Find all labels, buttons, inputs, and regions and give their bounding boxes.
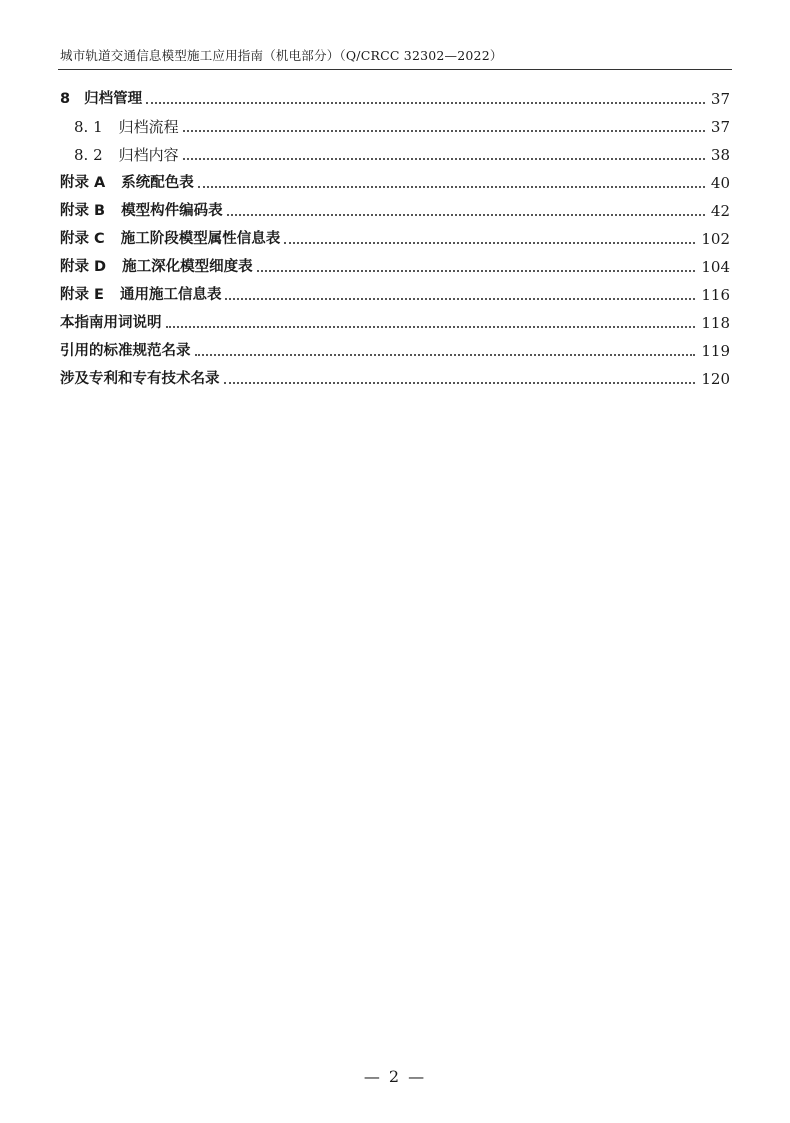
- toc-entry-title: 归档内容: [118, 146, 179, 164]
- toc-entry[interactable]: [60, 365, 730, 393]
- toc-entry[interactable]: [60, 169, 730, 197]
- toc-entry-page: 118: [701, 314, 730, 332]
- header-divider: [58, 69, 732, 70]
- toc-entry-number: 8. 1: [74, 118, 103, 136]
- toc-entry-page: 119: [701, 342, 730, 360]
- toc-entry-number: 附录 B: [60, 203, 106, 219]
- toc-entry-title: 引用的标准规范名录: [60, 343, 191, 359]
- toc-entry-title: 本指南用词说明: [60, 315, 162, 331]
- toc-entry-page: 40: [710, 174, 730, 192]
- dot-leader: [166, 326, 696, 328]
- toc-entry-title: 归档管理: [84, 91, 143, 107]
- dot-leader: [183, 158, 705, 160]
- dot-leader: [146, 102, 705, 104]
- toc-entry[interactable]: [60, 197, 730, 225]
- dot-leader: [284, 242, 695, 244]
- toc-entry-page: 37: [710, 90, 730, 108]
- toc-entry-number: 8. 2: [74, 146, 103, 164]
- dot-leader: [225, 298, 695, 300]
- toc-entry-page: 42: [710, 202, 730, 220]
- toc-entry-title: 涉及专利和专有技术名录: [60, 371, 220, 387]
- toc-entry-title: 施工深化模型细度表: [122, 259, 253, 275]
- toc-entry[interactable]: [60, 85, 730, 113]
- running-header: 城市轨道交通信息模型施工应用指南（机电部分）（Q/CRCC 32302—2022）: [60, 48, 503, 63]
- table-of-contents: [60, 85, 730, 393]
- toc-entry[interactable]: [60, 113, 730, 141]
- dot-leader: [224, 382, 696, 384]
- dot-leader: [183, 130, 705, 132]
- dot-leader: [257, 270, 696, 272]
- toc-entry[interactable]: [60, 253, 730, 281]
- dot-leader: [198, 186, 705, 188]
- dot-leader: [227, 214, 705, 216]
- toc-entry[interactable]: [60, 141, 730, 169]
- toc-entry-page: 37: [710, 118, 730, 136]
- toc-entry-page: 38: [710, 146, 730, 164]
- toc-entry-title: 归档流程: [118, 118, 179, 136]
- page-number: — 2 —: [363, 1067, 427, 1086]
- toc-entry-number: 附录 C: [60, 231, 105, 247]
- toc-entry-number: 附录 D: [60, 259, 107, 275]
- toc-entry-page: 116: [701, 286, 730, 304]
- toc-entry-page: 120: [701, 370, 730, 388]
- toc-entry-number: 8: [60, 91, 71, 107]
- toc-entry[interactable]: [60, 337, 730, 365]
- toc-entry-page: 102: [701, 230, 730, 248]
- toc-entry-title: 系统配色表: [121, 175, 194, 191]
- toc-entry-page: 104: [701, 258, 730, 276]
- toc-entry-title: 通用施工信息表: [119, 287, 222, 303]
- toc-entry[interactable]: [60, 309, 730, 337]
- toc-entry[interactable]: [60, 225, 730, 253]
- toc-entry-title: 施工阶段模型属性信息表: [120, 231, 281, 247]
- toc-entry-number: 附录 A: [60, 175, 106, 191]
- toc-entry-title: 模型构件编码表: [121, 203, 223, 219]
- toc-entry-number: 附录 E: [60, 287, 104, 303]
- dot-leader: [195, 354, 696, 356]
- toc-entry[interactable]: [60, 281, 730, 309]
